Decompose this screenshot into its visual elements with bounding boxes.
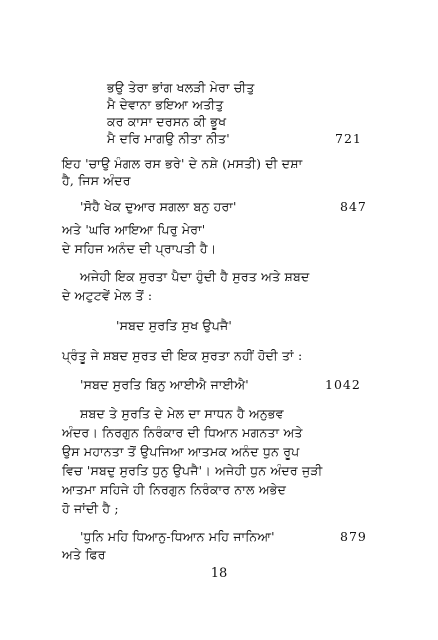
quoted-verse: 'ਸਬਦ ਸੁਰਤਿ ਸੁਖ ਉਪਜੈ' — [116, 318, 233, 333]
verse-line-1: ਭਉ ਤੇਰਾ ਭਾਂਗ ਖਲੜੀ ਮੇਰਾ ਚੀਤੁ — [107, 80, 255, 95]
paragraph-line: ਸ਼ਬਦ ਤੇ ਸੁਰਤਿ ਦੇ ਮੇਲ ਦਾ ਸਾਧਨ ਹੈ ਅਨੁਭਵ — [80, 406, 284, 421]
paragraph-line: ਵਿਚ 'ਸਬਦੁ ਸੁਰਤਿ ਧੁਨੁ ਉਪਜੈ'। ਅਜੇਹੀ ਧੁਨ ਅੰਦਰ ਜੁੜੀ — [62, 463, 323, 478]
paragraph-line: ਹੋ ਜਾਂਦੀ ਹੈ ; — [62, 501, 119, 516]
paragraph-line: ਅੰਦਰ। ਨਿਰਗੁਨ ਨਿਰੰਕਾਰ ਦੀ ਧਿਆਨ ਮਗਨਤਾ ਅਤੇ — [62, 425, 303, 440]
paragraph-line: ਆਤਮਾ ਸਹਿਜੇ ਹੀ ਨਿਰਗੁਨ ਨਿਰੰਕਾਰ ਨਾਲ ਅਭੇਦ — [62, 482, 287, 497]
paragraph-line: ਪ੍ਰੰਤੂ ਜੇ ਸ਼ਬਦ ਸੁਰਤ ਦੀ ਇਕ ਸੁਰਤਾ ਨਹੀਂ ਹੋਦੀ ਤਾਂ : — [62, 348, 303, 363]
paragraph-line: ਉਸ ਮਹਾਨਤਾ ਤੋਂ ਉਪਜਿਆ ਆਤਮਕ ਅਨੰਦ ਧੁਨ ਰੂਪ — [62, 444, 300, 459]
page-number: 18 — [210, 566, 228, 581]
paragraph-line: ਇਹ 'ਚਾਉ ਮੰਗਲ ਰਸ ਭਰੇ' ਦੇ ਨਸ਼ੇ (ਮਸਤੀ) ਦੀ ਦਸ਼ਾ — [62, 156, 303, 171]
paragraph-line: ਅਤੇ ਫਿਰ — [62, 547, 106, 562]
verse-line-4: ਮੈ ਦਰਿ ਮਾਗਉ ਨੀਤਾ ਨੀਤ' — [107, 131, 230, 146]
paragraph-line: ਹੈ, ਜਿਸ ਅੰਦਰ — [62, 173, 131, 188]
scripture-page-ref: 847 — [340, 199, 367, 214]
quoted-verse: 'ਧੁਨਿ ਮਹਿ ਧਿਆਨੁ-ਧਿਆਨ ਮਹਿ ਜਾਨਿਆ' — [80, 529, 275, 544]
verse-line-3: ਕਰ ਕਾਸਾ ਦਰਸਨ ਕੀ ਭੂਖ — [107, 114, 227, 129]
paragraph-line: ਦੇ ਅਟੁਟਵੇਂ ਮੇਲ ਤੋਂ : — [62, 288, 153, 303]
quoted-verse: 'ਸੋਹੈ ਖੇਕ ਦੁਆਰ ਸਗਲਾ ਬਨੁ ਹਰਾ' — [80, 199, 237, 214]
verse-line-2: ਮੈ ਦੇਵਾਨਾ ਭਇਆ ਅਤੀਤੁ — [107, 97, 224, 112]
scripture-page-ref: 879 — [340, 529, 367, 544]
scripture-page-ref: 721 — [335, 131, 362, 146]
quoted-verse: 'ਸਬਦ ਸੁਰਤਿ ਬਿਨੁ ਆਈਐ ਜਾਈਐ' — [80, 377, 249, 392]
paragraph-line: ਅਤੇ 'ਘਰਿ ਆਇਆ ਪਿਰੁ ਮੇਰਾ' — [62, 222, 206, 237]
paragraph-line: ਅਜੇਹੀ ਇਕ ਸੁਰਤਾ ਪੈਦਾ ਹੁੰਦੀ ਹੈ ਸੁਰਤ ਅਤੇ ਸ਼ਬਦ — [80, 269, 310, 284]
scripture-page-ref: 1042 — [325, 377, 361, 392]
paragraph-line: ਦੇ ਸਹਿਜ ਅਨੰਦ ਦੀ ਪ੍ਰਾਪਤੀ ਹੈ। — [62, 241, 217, 256]
